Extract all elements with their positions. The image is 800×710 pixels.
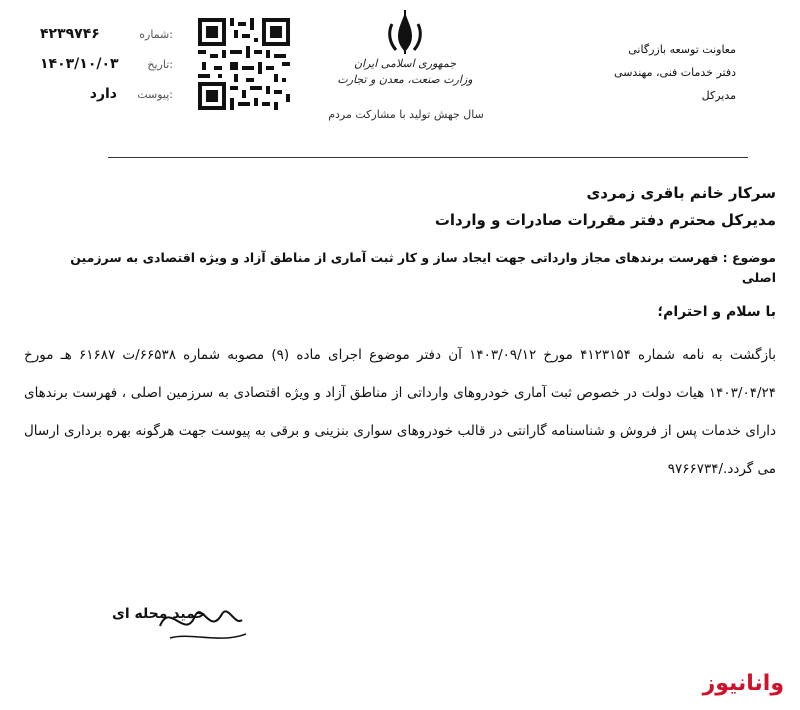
qr-code-icon bbox=[198, 18, 290, 110]
watermark-logo: وانانیوز bbox=[702, 671, 784, 696]
number-label: شماره: bbox=[139, 28, 173, 41]
dept-line-1: معاونت توسعه بازرگانی bbox=[628, 43, 736, 56]
ministry-line-2: وزارت صنعت، معدن و تجارت bbox=[337, 73, 473, 86]
number-row bbox=[38, 24, 173, 54]
dept-line-2: دفتر خدمات فنی، مهندسی bbox=[614, 66, 736, 79]
date-label: تاریخ: bbox=[147, 58, 173, 71]
attachment-label: پیوست: bbox=[137, 88, 173, 101]
subject-line: موضوع : فهرست برندهای مجاز وارداتی جهت ایجاد ساز و کار ثبت آماری از مناطق آزاد و ویژه اقتصادی به سرزمین اصلی bbox=[70, 250, 776, 285]
signature-scribble-icon bbox=[150, 596, 250, 648]
letter-date: ۱۴۰۳/۱۰/۰۳ bbox=[40, 56, 119, 72]
dept-line-3: مدیرکل bbox=[701, 89, 736, 102]
header-divider bbox=[108, 157, 748, 158]
ministry-title bbox=[330, 56, 480, 88]
ministry-line-1: جمهوری اسلامی ایران bbox=[353, 57, 457, 70]
recipient-name: سرکار خانم باقری زمردی bbox=[586, 184, 776, 202]
recipient-title: مدیرکل محترم دفتر مقررات صادرات و واردات bbox=[434, 211, 776, 229]
department-block bbox=[536, 38, 736, 107]
date-row bbox=[38, 54, 173, 84]
attachment-value: دارد bbox=[89, 86, 117, 102]
emblem-icon bbox=[380, 8, 430, 58]
signer-name: حمید محله ای bbox=[112, 606, 206, 622]
addressee bbox=[76, 180, 776, 234]
letter-body: بازگشت به نامه شماره ۴۱۲۳۱۵۴ مورخ ۱۴۰۳/۰۹/۱۲ آن دفتر موضوع اجرای ماده (۹) مصوبه شماره ۶۶۵۳۸/ت ۶۱۶۸۷ هـ مورخ ۱۴۰۳/۰۴/۲۴ هیات دولت در خصوص ثبت آماری خودروهای وارداتی از مناطق آزاد و ویژه اقتصادی به سرزمین اصلی ، فهرست برندهای دارای خدمات پس از فروش و شناسنامه گارانتی در قالب خودروهای سواری بنزینی و برقی به پیوست جهت هرگونه بهره برداری ارسال می گردد./۹۷۶۶۷۳۴ bbox=[24, 347, 776, 477]
letter-number: ۴۲۳۹۷۴۶ bbox=[40, 26, 100, 42]
year-slogan: سال جهش تولید با مشارکت مردم bbox=[328, 108, 484, 121]
greeting: با سلام و احترام؛ bbox=[657, 304, 776, 320]
letter-meta bbox=[38, 24, 173, 114]
attachment-row bbox=[38, 84, 173, 114]
